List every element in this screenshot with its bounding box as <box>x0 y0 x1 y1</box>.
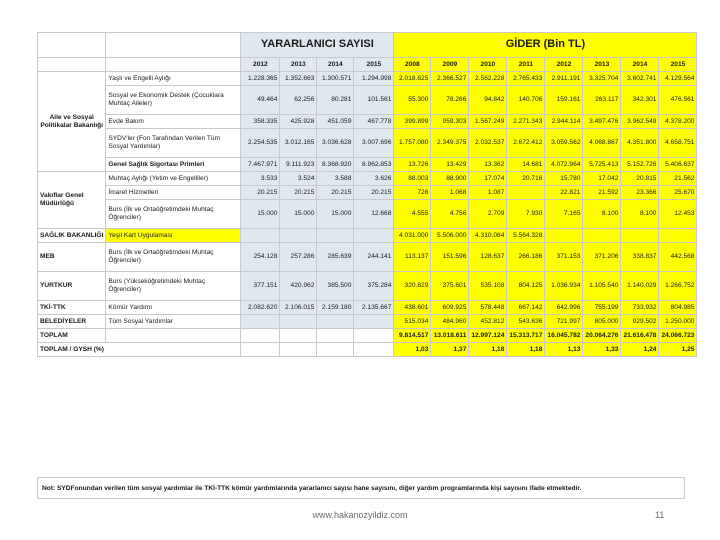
expenditure-cell: 2.944.114 <box>545 115 583 129</box>
beneficiaries-header: YARARLANICI SAYISI <box>241 33 394 58</box>
empty-cell <box>241 343 280 357</box>
total-cell: 13.018.611 <box>431 329 469 343</box>
expenditure-cell: 5.152.726 <box>621 158 659 172</box>
program-name: SYDV'ler (Fon Tarafından Verilen Tüm Sosyal Yardımlar) <box>106 129 241 158</box>
program-name: Yaşlı ve Engelli Aylığı <box>106 72 241 86</box>
program-name: Genel Sağlık Sigortası Primleri <box>106 158 241 172</box>
expenditure-cell: 20.815 <box>621 172 659 186</box>
beneficiary-cell <box>280 315 317 329</box>
expenditure-cell: 88.003 <box>394 172 431 186</box>
expenditure-cell: 452.812 <box>469 315 507 329</box>
expenditure-cell: 2.271.343 <box>507 115 545 129</box>
page-number: 11 <box>655 510 665 520</box>
program-name: Muhtaç Aylığı (Yetim ve Engelliler) <box>106 172 241 186</box>
program-name: Burs (İlk ve Ortaöğretimdeki Muhtaç Öğrenciler) <box>106 243 241 272</box>
expenditure-cell: 1.250.000 <box>659 315 697 329</box>
expenditure-header: GİDER (Bin TL) <box>394 33 697 58</box>
beneficiary-cell <box>280 229 317 243</box>
beneficiary-year-header: 2012 <box>241 58 280 72</box>
expenditure-cell: 484.960 <box>431 315 469 329</box>
beneficiary-year-header: 2014 <box>317 58 354 72</box>
expenditure-cell: 1.757.080 <box>394 129 431 158</box>
expenditure-cell: 1.087 <box>469 186 507 200</box>
corner-cell <box>38 58 106 72</box>
expenditure-cell: 7.165 <box>545 200 583 229</box>
expenditure-cell: 12.453 <box>659 200 697 229</box>
expenditure-cell: 5.506.000 <box>431 229 469 243</box>
beneficiary-year-header: 2013 <box>280 58 317 72</box>
expenditure-cell: 721.997 <box>545 315 583 329</box>
expenditure-cell: 266.186 <box>507 243 545 272</box>
expenditure-cell: 8.100 <box>583 200 621 229</box>
expenditure-cell: 151.596 <box>431 243 469 272</box>
expenditure-cell: 2.032.537 <box>469 129 507 158</box>
expenditure-cell: 21.592 <box>583 186 621 200</box>
corner-cell <box>106 58 241 72</box>
expenditure-year-header: 2011 <box>507 58 545 72</box>
beneficiary-cell <box>354 229 394 243</box>
beneficiary-cell: 254.128 <box>241 243 280 272</box>
total-cell: 21.616.478 <box>621 329 659 343</box>
expenditure-cell: 535.108 <box>469 272 507 301</box>
expenditure-cell: 320.829 <box>394 272 431 301</box>
program-name: Burs (Yükseköğretimdeki Muhtaç Öğrenciler) <box>106 272 241 301</box>
expenditure-cell: 140.706 <box>507 86 545 115</box>
expenditure-cell: 15.780 <box>545 172 583 186</box>
beneficiary-cell: 20.215 <box>354 186 394 200</box>
expenditure-cell: 2.018.625 <box>394 72 431 86</box>
org-saglik: SAĞLIK BAKANLIĞI <box>38 229 106 243</box>
expenditure-cell: 342.301 <box>621 86 659 115</box>
beneficiary-cell: 15.000 <box>280 200 317 229</box>
expenditure-cell: 399.899 <box>394 115 431 129</box>
expenditure-cell: 17.042 <box>583 172 621 186</box>
beneficiary-cell: 1.228.365 <box>241 72 280 86</box>
empty-cell <box>354 343 394 357</box>
beneficiary-cell: 375.284 <box>354 272 394 301</box>
program-name: Tüm Sosyal Yardımlar <box>106 315 241 329</box>
expenditure-cell: 21.562 <box>659 172 697 186</box>
expenditure-cell <box>507 186 545 200</box>
beneficiary-cell: 3.533 <box>241 172 280 186</box>
expenditure-cell: 2.911.191 <box>545 72 583 86</box>
expenditure-cell: 1.140.029 <box>621 272 659 301</box>
expenditure-cell: 371.206 <box>583 243 621 272</box>
expenditure-cell: 14.681 <box>507 158 545 172</box>
expenditure-cell: 4.351.800 <box>621 129 659 158</box>
empty-cell <box>280 343 317 357</box>
expenditure-year-header: 2014 <box>621 58 659 72</box>
expenditure-year-header: 2009 <box>431 58 469 72</box>
beneficiary-cell: 385.500 <box>317 272 354 301</box>
expenditure-cell: 929.502 <box>621 315 659 329</box>
beneficiary-cell: 377.151 <box>241 272 280 301</box>
beneficiary-cell: 244.141 <box>354 243 394 272</box>
expenditure-cell: 2.349.375 <box>431 129 469 158</box>
beneficiary-cell: 9.111.923 <box>280 158 317 172</box>
empty-cell <box>317 329 354 343</box>
beneficiary-cell: 20.215 <box>241 186 280 200</box>
expenditure-cell: 476.561 <box>659 86 697 115</box>
expenditure-cell: 804.985 <box>659 301 697 315</box>
beneficiary-cell <box>317 229 354 243</box>
footer-url: www.hakanozyildiz.com <box>312 510 408 520</box>
beneficiary-year-header: 2015 <box>354 58 394 72</box>
welfare-table <box>37 32 697 357</box>
expenditure-cell: 733.932 <box>621 301 659 315</box>
expenditure-cell: 4.310.084 <box>469 229 507 243</box>
expenditure-cell: 2.672.412 <box>507 129 545 158</box>
beneficiary-cell: 20.215 <box>280 186 317 200</box>
corner-cell <box>106 33 241 58</box>
expenditure-cell: 263.117 <box>583 86 621 115</box>
total-cell: 16.045.782 <box>545 329 583 343</box>
expenditure-cell: 13.429 <box>431 158 469 172</box>
gysh-cell: 1,18 <box>507 343 545 357</box>
org-tki: TKİ-TTK <box>38 301 106 315</box>
expenditure-cell: 5.725.413 <box>583 158 621 172</box>
expenditure-cell: 55.300 <box>394 86 431 115</box>
beneficiary-cell: 3.036.628 <box>317 129 354 158</box>
expenditure-cell: 94.842 <box>469 86 507 115</box>
empty-cell <box>241 329 280 343</box>
expenditure-cell: 1.105.540 <box>583 272 621 301</box>
beneficiary-cell <box>317 315 354 329</box>
table-note: Not: SYDFonundan verilen tüm sosyal yardımlar ile TKİ-TTK kömür yardımlarında yararlanıcı sayısı hane sayısını, diğer yardım programlarında kişi sayısını ifade etmektedir. <box>37 477 685 499</box>
expenditure-cell: 4.658.751 <box>659 129 697 158</box>
beneficiary-cell: 451.059 <box>317 115 354 129</box>
total-cell: 20.064.276 <box>583 329 621 343</box>
expenditure-year-header: 2012 <box>545 58 583 72</box>
program-name: Sosyal ve Ekonomik Destek (Çocuklara Muhtaç Aileler) <box>106 86 241 115</box>
empty-cell <box>317 343 354 357</box>
org-toplam: TOPLAM <box>38 329 106 343</box>
beneficiary-cell: 8.368.920 <box>317 158 354 172</box>
expenditure-cell: 4.072.964 <box>545 158 583 172</box>
beneficiary-cell: 62.256 <box>280 86 317 115</box>
expenditure-cell: 755.199 <box>583 301 621 315</box>
expenditure-cell: 543.636 <box>507 315 545 329</box>
total-cell: 24.066.723 <box>659 329 697 343</box>
gysh-cell: 1,24 <box>621 343 659 357</box>
beneficiary-cell: 420.962 <box>280 272 317 301</box>
expenditure-cell: 13.362 <box>469 158 507 172</box>
beneficiary-cell <box>241 315 280 329</box>
expenditure-year-header: 2010 <box>469 58 507 72</box>
beneficiary-cell: 1.352.663 <box>280 72 317 86</box>
org-vakif: Vakıflar Genel Müdürlüğü <box>38 172 106 229</box>
gysh-cell: 1,13 <box>545 343 583 357</box>
beneficiary-cell: 2.082.620 <box>241 301 280 315</box>
expenditure-cell: 4.068.867 <box>583 129 621 158</box>
beneficiary-cell: 3.012.165 <box>280 129 317 158</box>
beneficiary-cell: 7.467.971 <box>241 158 280 172</box>
expenditure-cell <box>583 229 621 243</box>
expenditure-cell <box>621 229 659 243</box>
beneficiary-cell: 358.335 <box>241 115 280 129</box>
expenditure-cell: 2.562.228 <box>469 72 507 86</box>
gysh-cell: 1,33 <box>583 343 621 357</box>
beneficiary-cell: 3.007.696 <box>354 129 394 158</box>
program-name: Evde Bakım <box>106 115 241 129</box>
gysh-cell: 1,18 <box>469 343 507 357</box>
expenditure-cell: 4.555 <box>394 200 431 229</box>
beneficiary-cell: 3.524 <box>280 172 317 186</box>
expenditure-cell: 4.129.564 <box>659 72 697 86</box>
expenditure-cell: 128.637 <box>469 243 507 272</box>
expenditure-cell: 3.497.476 <box>583 115 621 129</box>
beneficiary-cell: 425.928 <box>280 115 317 129</box>
total-cell: 12.997.124 <box>469 329 507 343</box>
expenditure-cell: 5.564.328 <box>507 229 545 243</box>
expenditure-cell: 25.670 <box>659 186 697 200</box>
gysh-cell: 1,37 <box>431 343 469 357</box>
beneficiary-cell: 101.561 <box>354 86 394 115</box>
org-gysh: TOPLAM / GYSH (%) <box>38 343 241 357</box>
org-belediyeler: BELEDİYELER <box>38 315 106 329</box>
expenditure-cell: 1.036.934 <box>545 272 583 301</box>
program-name: Kömür Yardımı <box>106 301 241 315</box>
expenditure-cell: 1.266.752 <box>659 272 697 301</box>
gysh-cell: 1,25 <box>659 343 697 357</box>
expenditure-cell: 23.366 <box>621 186 659 200</box>
empty-cell <box>106 329 241 343</box>
expenditure-cell: 17.074 <box>469 172 507 186</box>
expenditure-year-header: 2015 <box>659 58 697 72</box>
beneficiary-cell: 15.000 <box>317 200 354 229</box>
expenditure-cell: 113.137 <box>394 243 431 272</box>
expenditure-cell: 578.448 <box>469 301 507 315</box>
expenditure-cell: 726 <box>394 186 431 200</box>
expenditure-cell: 3.602.741 <box>621 72 659 86</box>
expenditure-cell: 2.366.527 <box>431 72 469 86</box>
beneficiary-cell: 2.254.535 <box>241 129 280 158</box>
beneficiary-cell: 15.000 <box>241 200 280 229</box>
expenditure-cell: 375.601 <box>431 272 469 301</box>
program-name: İmaret Hizmetleri <box>106 186 241 200</box>
beneficiary-cell: 3.626 <box>354 172 394 186</box>
expenditure-cell: 371.153 <box>545 243 583 272</box>
beneficiary-cell: 2.106.015 <box>280 301 317 315</box>
expenditure-cell: 959.303 <box>431 115 469 129</box>
expenditure-cell: 609.925 <box>431 301 469 315</box>
org-aile: Aile ve Sosyal Politikalar Bakanlığı <box>38 72 106 172</box>
empty-cell <box>354 329 394 343</box>
expenditure-cell: 4.756 <box>431 200 469 229</box>
expenditure-cell: 1.567.249 <box>469 115 507 129</box>
beneficiary-cell: 2.159.180 <box>317 301 354 315</box>
gysh-cell: 1,03 <box>394 343 431 357</box>
expenditure-cell: 159.161 <box>545 86 583 115</box>
beneficiary-cell: 8.962.853 <box>354 158 394 172</box>
expenditure-cell: 438.601 <box>394 301 431 315</box>
total-cell: 9.814.517 <box>394 329 431 343</box>
expenditure-cell: 4.031.000 <box>394 229 431 243</box>
expenditure-cell: 5.406.637 <box>659 158 697 172</box>
expenditure-cell: 2.765.433 <box>507 72 545 86</box>
expenditure-year-header: 2013 <box>583 58 621 72</box>
expenditure-cell: 642.996 <box>545 301 583 315</box>
expenditure-cell: 88.900 <box>431 172 469 186</box>
expenditure-cell: 13.726 <box>394 158 431 172</box>
beneficiary-cell: 80.281 <box>317 86 354 115</box>
expenditure-cell <box>545 229 583 243</box>
beneficiary-cell: 20.215 <box>317 186 354 200</box>
total-cell: 15.313.717 <box>507 329 545 343</box>
beneficiary-cell: 467.778 <box>354 115 394 129</box>
expenditure-cell: 1.068 <box>431 186 469 200</box>
expenditure-cell: 3.059.562 <box>545 129 583 158</box>
beneficiary-cell: 12.668 <box>354 200 394 229</box>
beneficiary-cell <box>354 315 394 329</box>
expenditure-cell: 3.325.704 <box>583 72 621 86</box>
expenditure-cell: 7.930 <box>507 200 545 229</box>
expenditure-cell: 22.821 <box>545 186 583 200</box>
expenditure-cell: 804.125 <box>507 272 545 301</box>
beneficiary-cell: 3.588 <box>317 172 354 186</box>
program-name: Yeşil Kart Uygulaması <box>106 229 241 243</box>
expenditure-cell: 667.142 <box>507 301 545 315</box>
org-yurtkur: YURTKUR <box>38 272 106 301</box>
beneficiary-cell <box>241 229 280 243</box>
org-meb: MEB <box>38 243 106 272</box>
expenditure-cell: 78.266 <box>431 86 469 115</box>
expenditure-year-header: 2008 <box>394 58 431 72</box>
expenditure-cell: 8.100 <box>621 200 659 229</box>
expenditure-cell: 805.000 <box>583 315 621 329</box>
expenditure-cell: 20.716 <box>507 172 545 186</box>
beneficiary-cell: 257.286 <box>280 243 317 272</box>
beneficiary-cell: 1.300.571 <box>317 72 354 86</box>
program-name: Burs (İlk ve Ortaöğretimdeki Muhtaç Öğrenciler) <box>106 200 241 229</box>
expenditure-cell: 4.378.200 <box>659 115 697 129</box>
beneficiary-cell: 1.294.998 <box>354 72 394 86</box>
expenditure-cell: 2.709 <box>469 200 507 229</box>
corner-cell <box>38 33 106 58</box>
beneficiary-cell: 2.135.667 <box>354 301 394 315</box>
beneficiary-cell: 49.464 <box>241 86 280 115</box>
expenditure-cell <box>659 229 697 243</box>
expenditure-cell: 3.962.549 <box>621 115 659 129</box>
expenditure-cell: 338.837 <box>621 243 659 272</box>
expenditure-cell: 442.568 <box>659 243 697 272</box>
expenditure-cell: 515.034 <box>394 315 431 329</box>
empty-cell <box>280 329 317 343</box>
beneficiary-cell: 285.639 <box>317 243 354 272</box>
